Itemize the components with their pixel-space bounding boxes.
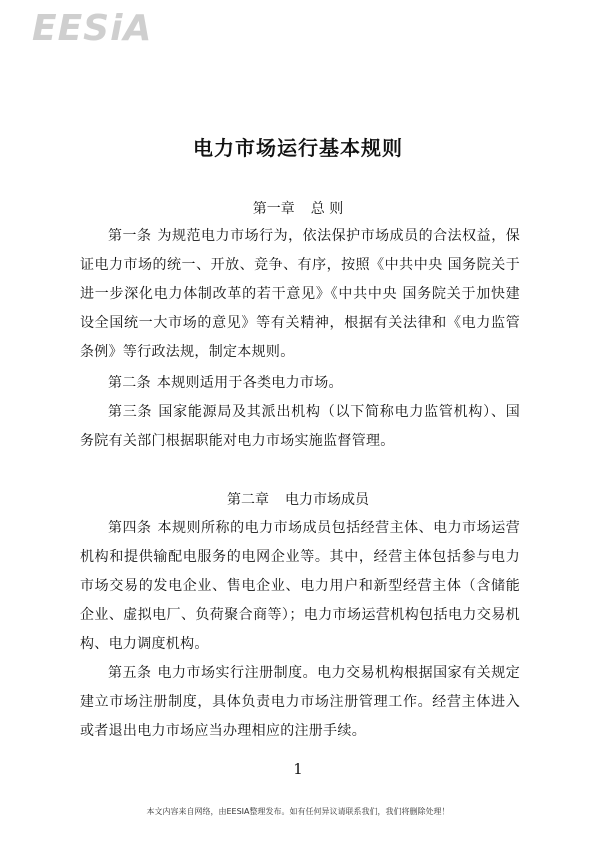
article-text: 本规则适用于各类电力市场。 — [156, 375, 343, 391]
article-2 — [80, 369, 520, 398]
article-text: 为规范电力市场行为，依法保护市场成员的合法权益，保证电力市场的统一、开放、竞争、有序，按照《中共中央 国务院关于进一步深化电力体制改革的若干意见》《中共中央 国务院关于加快建设全国统一大市场的意见》等有关精神，根据有关法律和《电力监管条例》等行政法规，制定本规则。 — [80, 228, 521, 360]
article-text: 国家能源局及其派出机构（以下简称电力监管机构）、国务院有关部门根据职能对电力市场实施监督管理。 — [80, 404, 521, 449]
footer-disclaimer: 本文内容来自网络，由EESIA整理发布。如有任何异议请联系我们，我们将删除处理！ — [146, 807, 450, 816]
article-label: 第五条 — [108, 665, 152, 681]
article-3 — [80, 398, 520, 456]
article-label: 第一条 — [108, 228, 152, 244]
article-label: 第二条 — [108, 375, 151, 391]
chapter-number: 第二章 — [227, 492, 269, 508]
chapter-heading-1 — [0, 198, 596, 218]
document-title: 电力市场运行基本规则 — [193, 136, 403, 160]
article-text: 电力市场实行注册制度。电力交易机构根据国家有关规定建立市场注册制度，具体负责电力市场注册管理工作。经营主体进入或者退出电力市场应当办理相应的注册手续。 — [80, 665, 521, 739]
article-5 — [80, 659, 520, 746]
chapter-heading-2 — [0, 489, 596, 509]
article-1 — [80, 222, 520, 367]
article-label: 第三条 — [108, 404, 153, 420]
article-text: 本规则所称的电力市场成员包括经营主体、电力市场运营机构和提供输配电服务的电网企业等。其中，经营主体包括参与电力市场交易的发电企业、售电企业、电力用户和新型经营主体（含储能企业、虚拟电厂、负荷聚合商等）；电力市场运营机构包括电力交易机构、电力调度机构。 — [80, 520, 521, 652]
page-number: 1 — [293, 760, 303, 778]
article-label: 第四条 — [108, 520, 152, 536]
chapter-number: 第一章 — [252, 201, 295, 217]
chapter-name: 总 则 — [310, 201, 344, 217]
article-4 — [80, 514, 520, 659]
chapter-name: 电力市场成员 — [285, 492, 369, 508]
eesia-logo: EESiA — [32, 8, 153, 49]
